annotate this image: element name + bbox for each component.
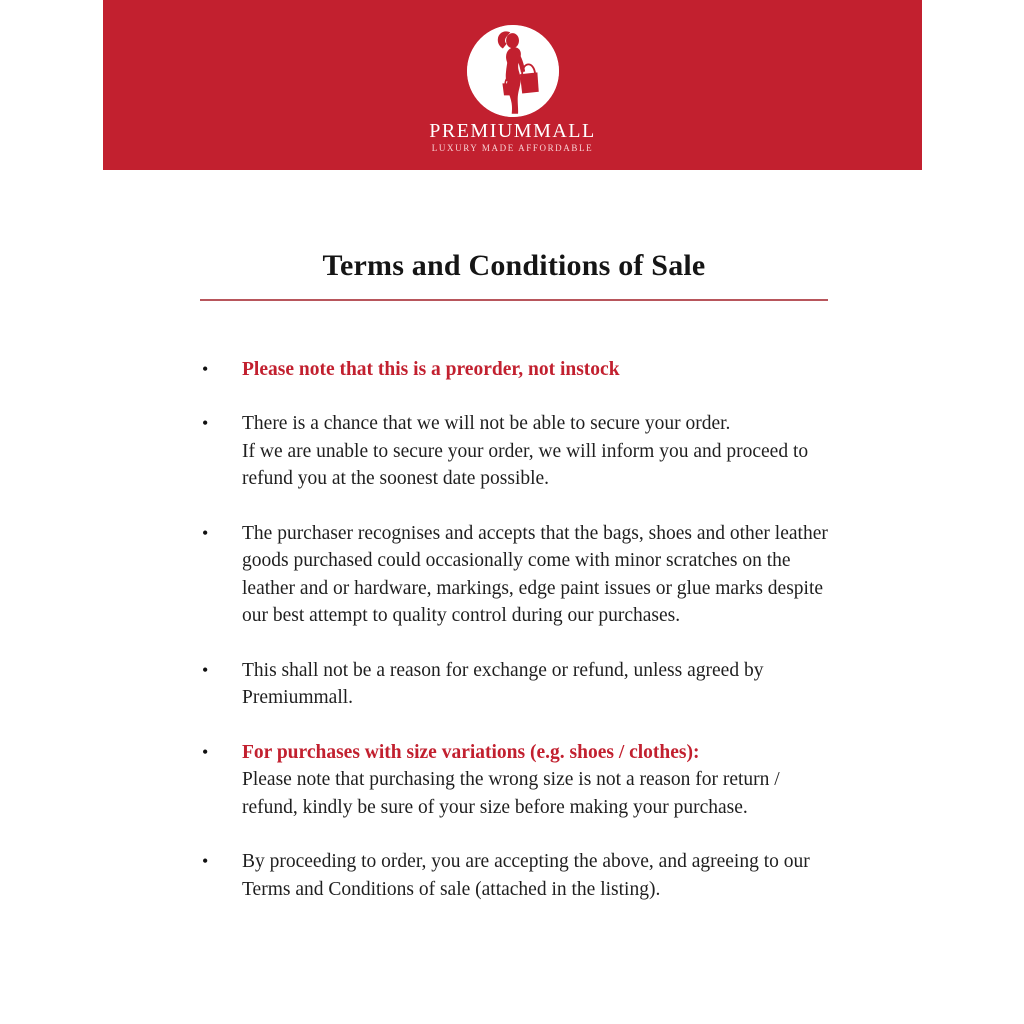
term-emphasis-text: • Please note that this is a preorder, not instock: [242, 358, 620, 380]
term-text: Please note that purchasing the wrong size is not a reason for return / refund, kindly be sure of your size before making your purchase.: [242, 769, 780, 818]
term-item: [200, 410, 828, 493]
brand-name: PREMIUMMALL: [429, 120, 596, 142]
title-divider: [200, 299, 828, 301]
term-text: • This shall not be a reason for exchange or refund, unless agreed by Premiummall.: [242, 659, 764, 708]
term-text: • There is a chance that we will not be able to secure your order.: [242, 413, 731, 434]
term-item: [200, 356, 828, 384]
brand-logo: [467, 25, 559, 117]
term-text: • The purchaser recognises and accepts that the bags, shoes and other leather goods purchased could occasionally come with minor scratches on the leather and or hardware, markings, edge paint issues or glue marks despite our best attempt to quality control during our purchases.: [242, 522, 828, 626]
brand-banner: [103, 0, 922, 170]
terms-list: [200, 356, 828, 904]
term-text: • By proceeding to order, you are accepting the above, and agreeing to our Terms and Conditions of sale (attached in the listing).: [242, 851, 810, 900]
term-item: [200, 739, 828, 822]
term-text: If we are unable to secure your order, we will inform you and proceed to refund you at the soonest date possible.: [242, 440, 809, 489]
term-item: [200, 520, 828, 630]
term-item: [200, 657, 828, 712]
term-emphasis-text: • For purchases with size variations (e.g. shoes / clothes):: [242, 741, 700, 763]
brand-tagline: LUXURY MADE AFFORDABLE: [431, 143, 594, 153]
woman-shopper-silhouette-icon: [467, 25, 559, 117]
term-item: [200, 848, 828, 903]
page-title: Terms and Conditions of Sale: [322, 249, 706, 282]
document-body: [200, 250, 828, 930]
